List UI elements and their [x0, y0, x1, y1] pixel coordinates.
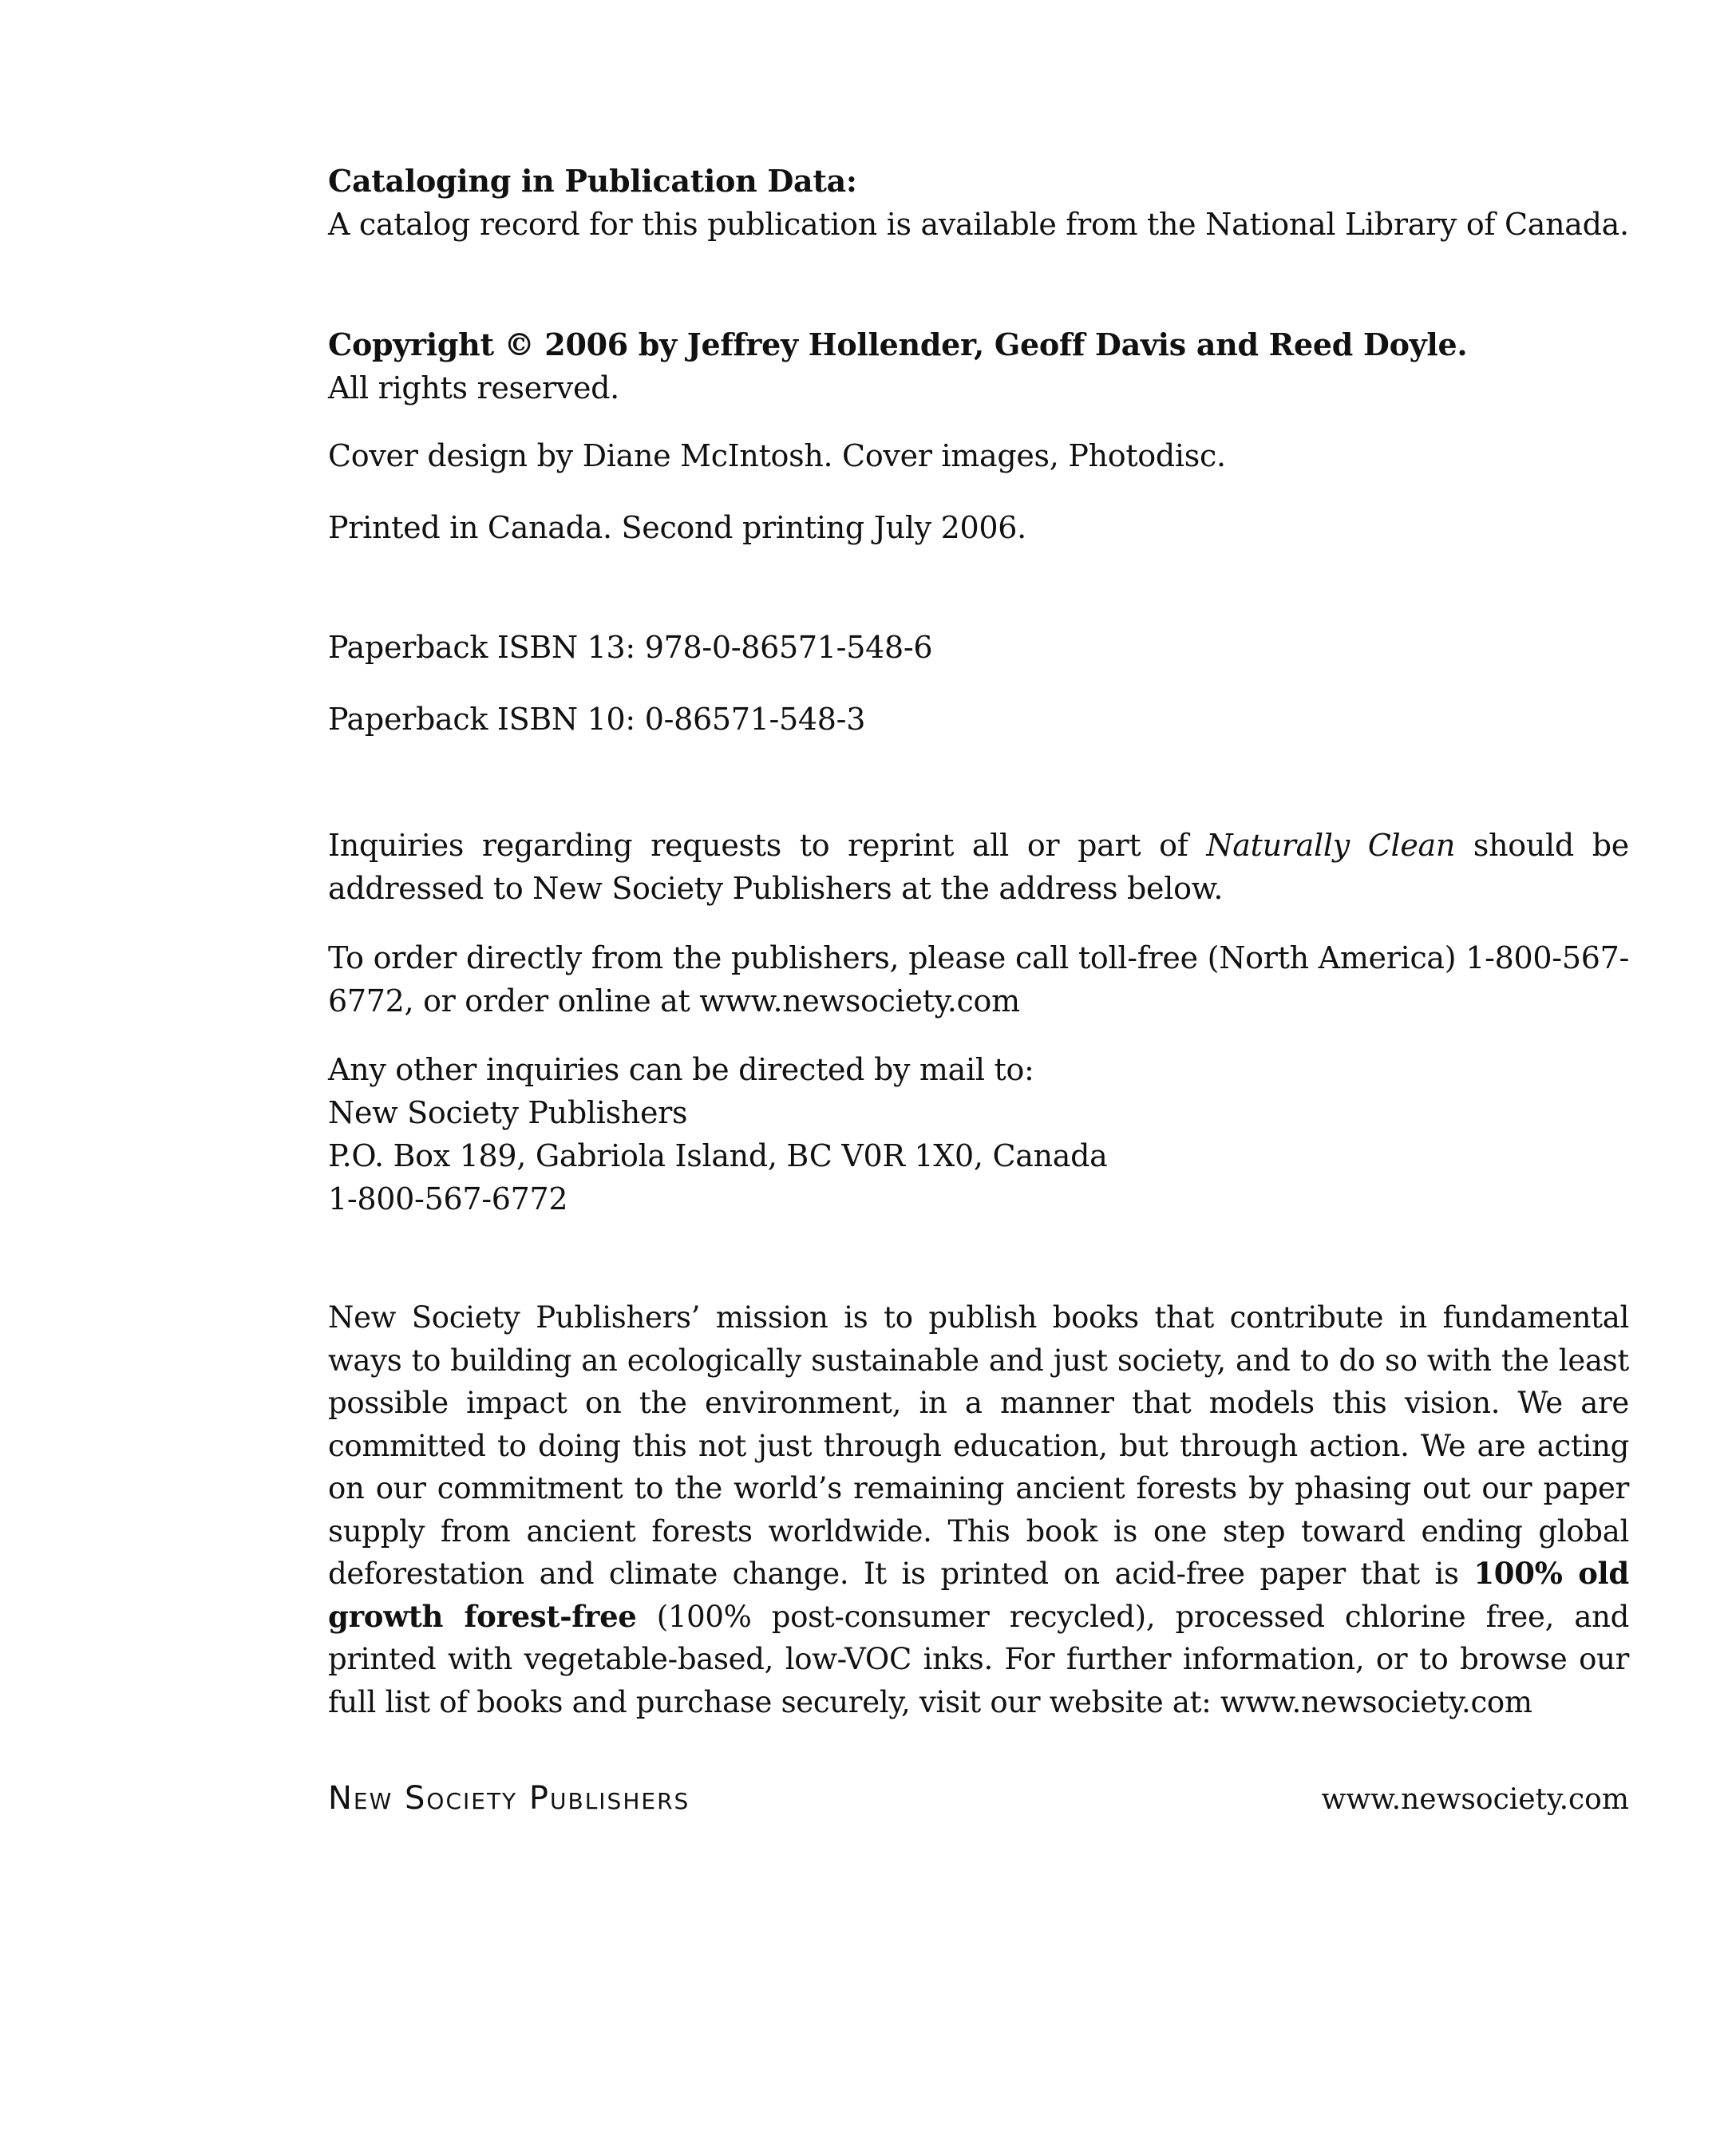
printing-info: [328, 506, 1629, 549]
cip-heading: Cataloging in Publication Data:: [328, 163, 857, 199]
order-info: [328, 936, 1629, 1023]
cip-text: A catalog record for this publication is available from the National Library of Canada.: [328, 207, 1629, 242]
rights-line: All rights reserved.: [328, 370, 619, 405]
mail-intro: Any other inquiries can be directed by mail to:: [328, 1052, 1034, 1087]
page-footer: [328, 1780, 1629, 1828]
copyright-section: [328, 323, 1629, 409]
mission-text-end: (100% post-consumer recycled), processed chlorine free, and printed with vegetable-based, low-VOC inks. For further information, or to browse our full list of books and purchase securely, visit our website at: www.newsociety.com: [328, 1599, 1629, 1719]
mission-statement: [328, 1296, 1629, 1723]
reprint-text-end: should be addressed to New Society Publishers at the address below.: [328, 828, 1629, 906]
footer-url: www.newsociety.com: [1321, 1783, 1629, 1816]
cip-section: [328, 160, 1629, 246]
address-line: P.O. Box 189, Gabriola Island, BC V0R 1X0, Canada: [328, 1138, 1108, 1173]
publisher-logo-text: New Society Publishers: [328, 1780, 690, 1817]
reprint-inquiries: [328, 824, 1629, 910]
mission-text-start: New Society Publishers’ mission is to publish books that contribute in fundamental ways to building an ecologically sustainable and just society, and to do so with the least possible impact on the environment, in a manner that models this vision. We are committed to doing this not just through education, but through action. We are acting on our commitment to the world’s remaining ancient forests by phasing out our paper supply from ancient forests worldwide. This book is one step toward ending global deforestation and climate change. It is printed on acid-free paper that is: [328, 1300, 1629, 1591]
book-title: Naturally Clean: [1206, 828, 1456, 863]
cover-credit-text: Cover design by Diane McIntosh. Cover images, Photodisc.: [328, 438, 1226, 473]
address-phone: 1-800-567-6772: [328, 1181, 568, 1216]
isbn-10: [328, 698, 1629, 741]
reprint-text-start: Inquiries regarding requests to reprint all or part of: [328, 828, 1207, 863]
isbn-10-text: Paperback ISBN 10: 0-86571-548-3: [328, 702, 866, 737]
printing-info-text: Printed in Canada. Second printing July 2006.: [328, 510, 1026, 545]
address-name: New Society Publishers: [328, 1095, 688, 1130]
cover-credit: [328, 434, 1629, 477]
mission-bold-claim: 100% old growth forest-free: [328, 1556, 1629, 1634]
copyright-line: Copyright © 2006 by Jeffrey Hollender, Geoff Davis and Reed Doyle.: [328, 326, 1468, 362]
isbn-13: [328, 626, 1629, 669]
isbn-13-text: Paperback ISBN 13: 978-0-86571-548-6: [328, 630, 933, 665]
order-text: To order directly from the publishers, please call toll-free (North America) 1-800-567-6772, or order online at www.newsociety.com: [328, 940, 1629, 1019]
mailing-address: [328, 1048, 1629, 1220]
